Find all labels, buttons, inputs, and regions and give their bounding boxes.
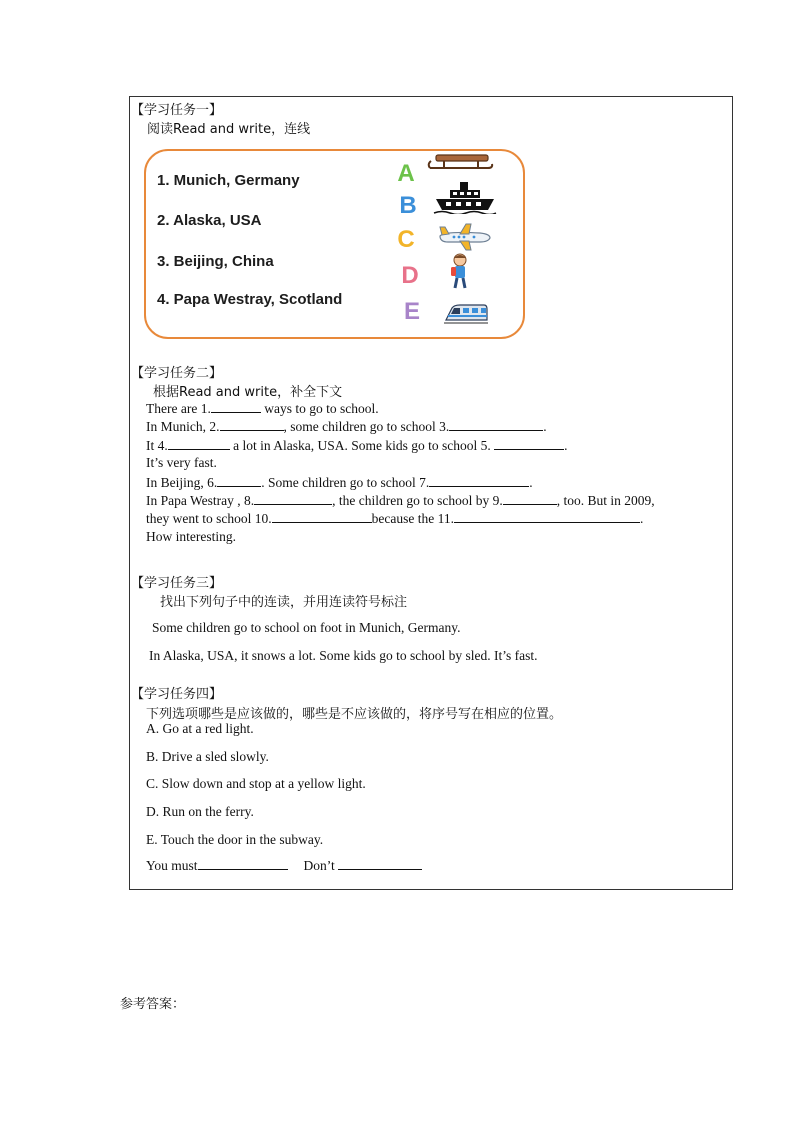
plane-icon <box>436 222 492 252</box>
letter-b: B <box>399 192 417 219</box>
task1-title: 【学习任务一】 <box>131 103 223 118</box>
letter-c: C <box>397 226 415 253</box>
passage-line-4: It’s very fast. <box>146 455 217 470</box>
place-2: 2. Alaska, USA <box>157 212 262 229</box>
must-label: You must <box>146 858 198 873</box>
blank-8[interactable] <box>254 492 332 505</box>
blank-3[interactable] <box>449 418 543 431</box>
blank-7[interactable] <box>429 474 529 487</box>
walking-child-icon <box>448 252 472 292</box>
task2-instruction: 根据Read and write，补全下文 <box>153 385 343 400</box>
letter-a: A <box>397 160 415 187</box>
option-a: A. Go at a red light. <box>146 721 254 736</box>
place-4: 4. Papa Westray, Scotland <box>157 291 343 308</box>
passage-line-7: they went to school 10. because the 11. . <box>146 511 644 526</box>
ferry-icon <box>432 180 498 214</box>
letter-d: D <box>401 262 419 289</box>
answer-line <box>146 857 422 874</box>
blank-9[interactable] <box>503 492 557 505</box>
answers-label: 参考答案： <box>120 997 186 1012</box>
passage-line-6: In Papa Westray , 8. , the children go to school by 9. , too. But in 2009, <box>146 493 655 508</box>
blank-1[interactable] <box>211 400 261 413</box>
place-1: 1. Munich, Germany <box>157 172 300 189</box>
passage-line-2: In Munich, 2. , some children go to school 3. . <box>146 419 547 434</box>
blank-10[interactable] <box>272 510 372 523</box>
sled-icon <box>426 152 494 176</box>
blank-4[interactable] <box>168 437 230 450</box>
sentence-2: In Alaska, USA, it snows a lot. Some kids go to school by sled. It’s fast. <box>149 648 538 663</box>
passage-line-3: It 4. a lot in Alaska, USA. Some kids go to school 5. . <box>146 438 568 453</box>
option-c: C. Slow down and stop at a yellow light. <box>146 776 366 791</box>
option-b: B. Drive a sled slowly. <box>146 749 269 764</box>
blank-5[interactable] <box>494 437 564 450</box>
passage-line-8: How interesting. <box>146 529 236 544</box>
task2-title: 【学习任务二】 <box>131 366 223 381</box>
option-e: E. Touch the door in the subway. <box>146 832 324 847</box>
task4-instruction: 下列选项哪些是应该做的，哪些是不应该做的，将序号写在相应的位置。 <box>146 707 563 722</box>
dont-blank[interactable] <box>338 857 422 870</box>
task1-instruction: 阅读Read and write，连线 <box>147 122 311 137</box>
passage-line-5: In Beijing, 6. . Some children go to school 7. . <box>146 475 533 490</box>
task3-instruction: 找出下列句子中的连读，并用连读符号标注 <box>160 595 408 610</box>
task4-title: 【学习任务四】 <box>131 687 223 702</box>
must-blank[interactable] <box>198 857 288 870</box>
letter-e: E <box>403 298 420 325</box>
blank-2[interactable] <box>220 418 284 431</box>
dont-label: Don’t <box>303 858 339 873</box>
train-icon <box>444 302 488 326</box>
task3-title: 【学习任务三】 <box>131 576 223 591</box>
passage-line-1: There are 1. ways to go to school. <box>146 401 379 416</box>
sentence-1: Some children go to school on foot in Munich, Germany. <box>152 620 461 635</box>
blank-11[interactable] <box>454 510 640 523</box>
place-3: 3. Beijing, China <box>157 253 274 270</box>
option-d: D. Run on the ferry. <box>146 804 254 819</box>
blank-6[interactable] <box>217 474 261 487</box>
